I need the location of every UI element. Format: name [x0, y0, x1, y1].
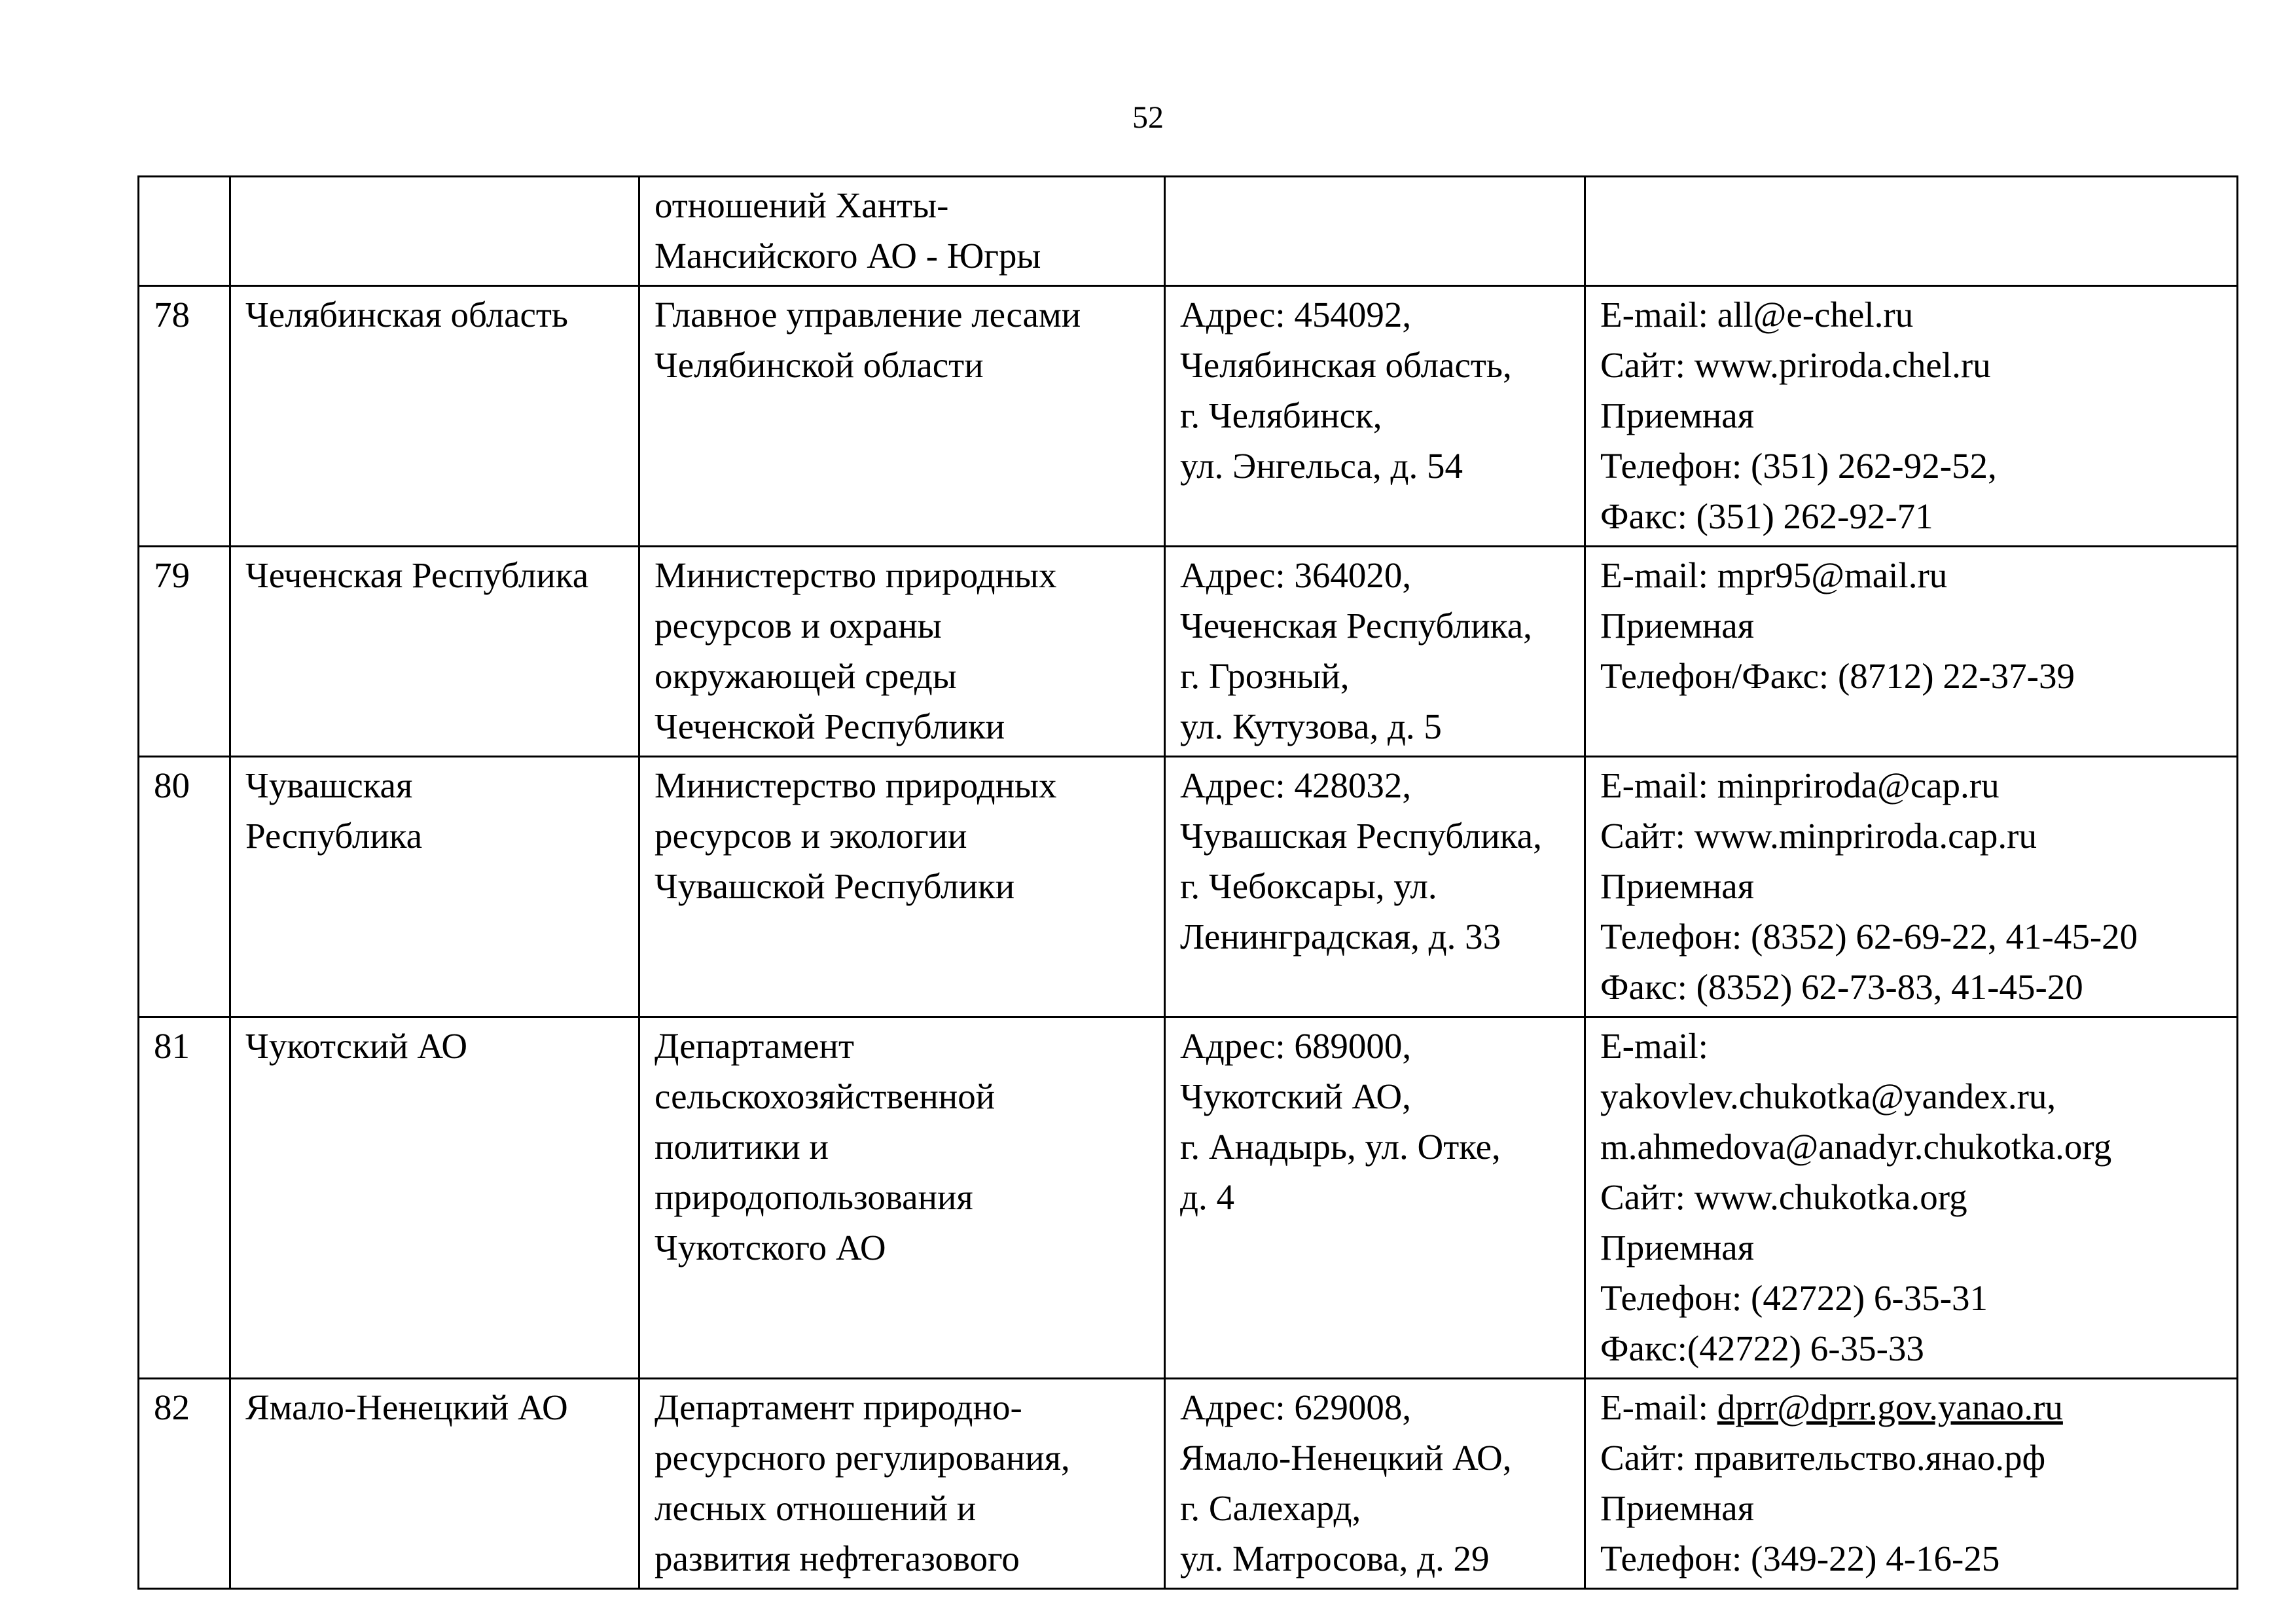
region-line: Челябинская область	[245, 295, 569, 335]
organization-cell	[639, 547, 1165, 757]
phone-line: Телефон: (8352) 62-69-22, 41-45-20	[1600, 917, 2138, 957]
address-line: г. Грозный,	[1180, 656, 1350, 696]
organization-cell	[639, 1379, 1165, 1589]
organization-line: ресурсов и охраны	[655, 606, 942, 646]
registry-table	[137, 175, 2238, 1590]
organization-line: ресурсного регулирования,	[655, 1438, 1070, 1478]
contacts-cell	[1585, 1017, 2238, 1379]
organization-line: Чувашской Республики	[655, 866, 1015, 906]
row-number-cell	[139, 177, 230, 286]
region-line: Республика	[245, 816, 423, 856]
organization-line: Департамент	[655, 1026, 855, 1066]
region-line: Чувашская	[245, 765, 413, 805]
table-row	[139, 547, 2238, 757]
address-line: Адрес: 454092,	[1180, 295, 1412, 335]
contacts-cell	[1585, 177, 2238, 286]
table-row	[139, 1017, 2238, 1379]
address-line: Адрес: 689000,	[1180, 1026, 1412, 1066]
row-number-cell: 78	[139, 286, 230, 547]
email-line[interactable]: m.ahmedova@anadyr.chukotka.org	[1600, 1127, 2112, 1167]
organization-line: ресурсов и экологии	[655, 816, 967, 856]
row-number-cell: 80	[139, 757, 230, 1017]
region-cell	[230, 286, 639, 547]
address-line: г. Чебоксары, ул.	[1180, 866, 1437, 906]
table-row	[139, 757, 2238, 1017]
address-line: Адрес: 364020,	[1180, 555, 1412, 595]
address-line: г. Челябинск,	[1180, 395, 1382, 435]
address-line: Ямало-Ненецкий АО,	[1180, 1438, 1512, 1478]
reception-label: Приемная	[1600, 1488, 1755, 1528]
row-number-cell: 82	[139, 1379, 230, 1589]
address-line: Чувашская Республика,	[1180, 816, 1542, 856]
address-line: ул. Энгельса, д. 54	[1180, 446, 1463, 486]
phone-line: Телефон: (42722) 6-35-31	[1600, 1278, 1988, 1318]
contacts-cell	[1585, 286, 2238, 547]
address-cell	[1165, 177, 1585, 286]
address-cell	[1165, 286, 1585, 547]
organization-line: развития нефтегазового	[655, 1539, 1020, 1578]
phone-line: Телефон: (349-22) 4-16-25	[1600, 1539, 2000, 1578]
region-cell	[230, 1379, 639, 1589]
address-line: г. Анадырь, ул. Отке,	[1180, 1127, 1501, 1167]
row-number-cell: 79	[139, 547, 230, 757]
address-line: Челябинская область,	[1180, 345, 1512, 385]
address-cell	[1165, 1017, 1585, 1379]
organization-cell	[639, 1017, 1165, 1379]
address-line: Адрес: 428032,	[1180, 765, 1412, 805]
table-row	[139, 177, 2238, 286]
contacts-cell	[1585, 757, 2238, 1017]
region-cell	[230, 757, 639, 1017]
address-line: д. 4	[1180, 1177, 1234, 1217]
organization-line: Чукотского АО	[655, 1228, 886, 1267]
organization-line: лесных отношений и	[655, 1488, 977, 1528]
email-line[interactable]: E-mail: mpr95@mail.ru	[1600, 555, 1948, 595]
email-line[interactable]: E-mail: all@e-chel.ru	[1600, 295, 1914, 335]
address-line: Чукотский АО,	[1180, 1076, 1411, 1116]
region-line: Ямало-Ненецкий АО	[245, 1387, 568, 1427]
organization-cell	[639, 286, 1165, 547]
organization-line: сельскохозяйственной	[655, 1076, 996, 1116]
address-line: ул. Матросова, д. 29	[1180, 1539, 1490, 1578]
organization-line: Челябинской области	[655, 345, 984, 385]
fax-line: Факс:(42722) 6-35-33	[1600, 1328, 1924, 1368]
address-cell	[1165, 1379, 1585, 1589]
website-line[interactable]: Сайт: www.minpriroda.cap.ru	[1600, 816, 2037, 856]
organization-cell	[639, 177, 1165, 286]
organization-line: отношений Ханты-	[655, 185, 949, 225]
table-row	[139, 1379, 2238, 1589]
table-row	[139, 286, 2238, 547]
address-line: г. Салехард,	[1180, 1488, 1361, 1528]
email-label: E-mail:	[1600, 1026, 1708, 1066]
contacts-cell	[1585, 547, 2238, 757]
organization-line: Департамент природно-	[655, 1387, 1022, 1427]
email-line[interactable]: yakovlev.chukotka@yandex.ru,	[1600, 1076, 2056, 1116]
organization-line: Мансийского АО - Югры	[655, 236, 1041, 276]
address-line: ул. Кутузова, д. 5	[1180, 706, 1442, 746]
phone-fax-line: Телефон/Факс: (8712) 22-37-39	[1600, 656, 2075, 696]
address-line: Чеченская Республика,	[1180, 606, 1532, 646]
address-cell	[1165, 547, 1585, 757]
fax-line: Факс: (8352) 62-73-83, 41-45-20	[1600, 967, 2083, 1007]
address-line: Ленинградская, д. 33	[1180, 917, 1501, 957]
email-line[interactable]: E-mail: minpriroda@cap.ru	[1600, 765, 2000, 805]
contacts-cell	[1585, 1379, 2238, 1589]
fax-line: Факс: (351) 262-92-71	[1600, 496, 1933, 536]
region-cell	[230, 177, 639, 286]
region-line: Чукотский АО	[245, 1026, 468, 1066]
organization-line: окружающей среды	[655, 656, 957, 696]
region-cell	[230, 547, 639, 757]
email-line	[1600, 1382, 2223, 1432]
organization-line: Главное управление лесами	[655, 295, 1081, 335]
organization-line: Министерство природных	[655, 555, 1057, 595]
reception-label: Приемная	[1600, 395, 1755, 435]
website-line[interactable]: Сайт: www.priroda.chel.ru	[1600, 345, 1991, 385]
organization-line: природопользования	[655, 1177, 973, 1217]
reception-label: Приемная	[1600, 866, 1755, 906]
row-number-cell: 81	[139, 1017, 230, 1379]
address-cell	[1165, 757, 1585, 1017]
page-number: 52	[1132, 100, 1164, 135]
website-line[interactable]: Сайт: www.chukotka.org	[1600, 1177, 1967, 1217]
email-link[interactable]: dprr@dprr.gov.yanao.ru	[1717, 1387, 2063, 1427]
reception-label: Приемная	[1600, 606, 1755, 646]
organization-line: политики и	[655, 1127, 829, 1167]
region-cell	[230, 1017, 639, 1379]
website-line[interactable]: Сайт: правительство.янао.рф	[1600, 1438, 2046, 1478]
address-line: Адрес: 629008,	[1180, 1387, 1412, 1427]
organization-cell	[639, 757, 1165, 1017]
organization-line: Чеченской Республики	[655, 706, 1005, 746]
phone-line: Телефон: (351) 262-92-52,	[1600, 446, 1997, 486]
reception-label: Приемная	[1600, 1228, 1755, 1267]
region-line: Чеченская Республика	[245, 555, 589, 595]
email-label: E-mail:	[1600, 1387, 1717, 1427]
organization-line: Министерство природных	[655, 765, 1057, 805]
